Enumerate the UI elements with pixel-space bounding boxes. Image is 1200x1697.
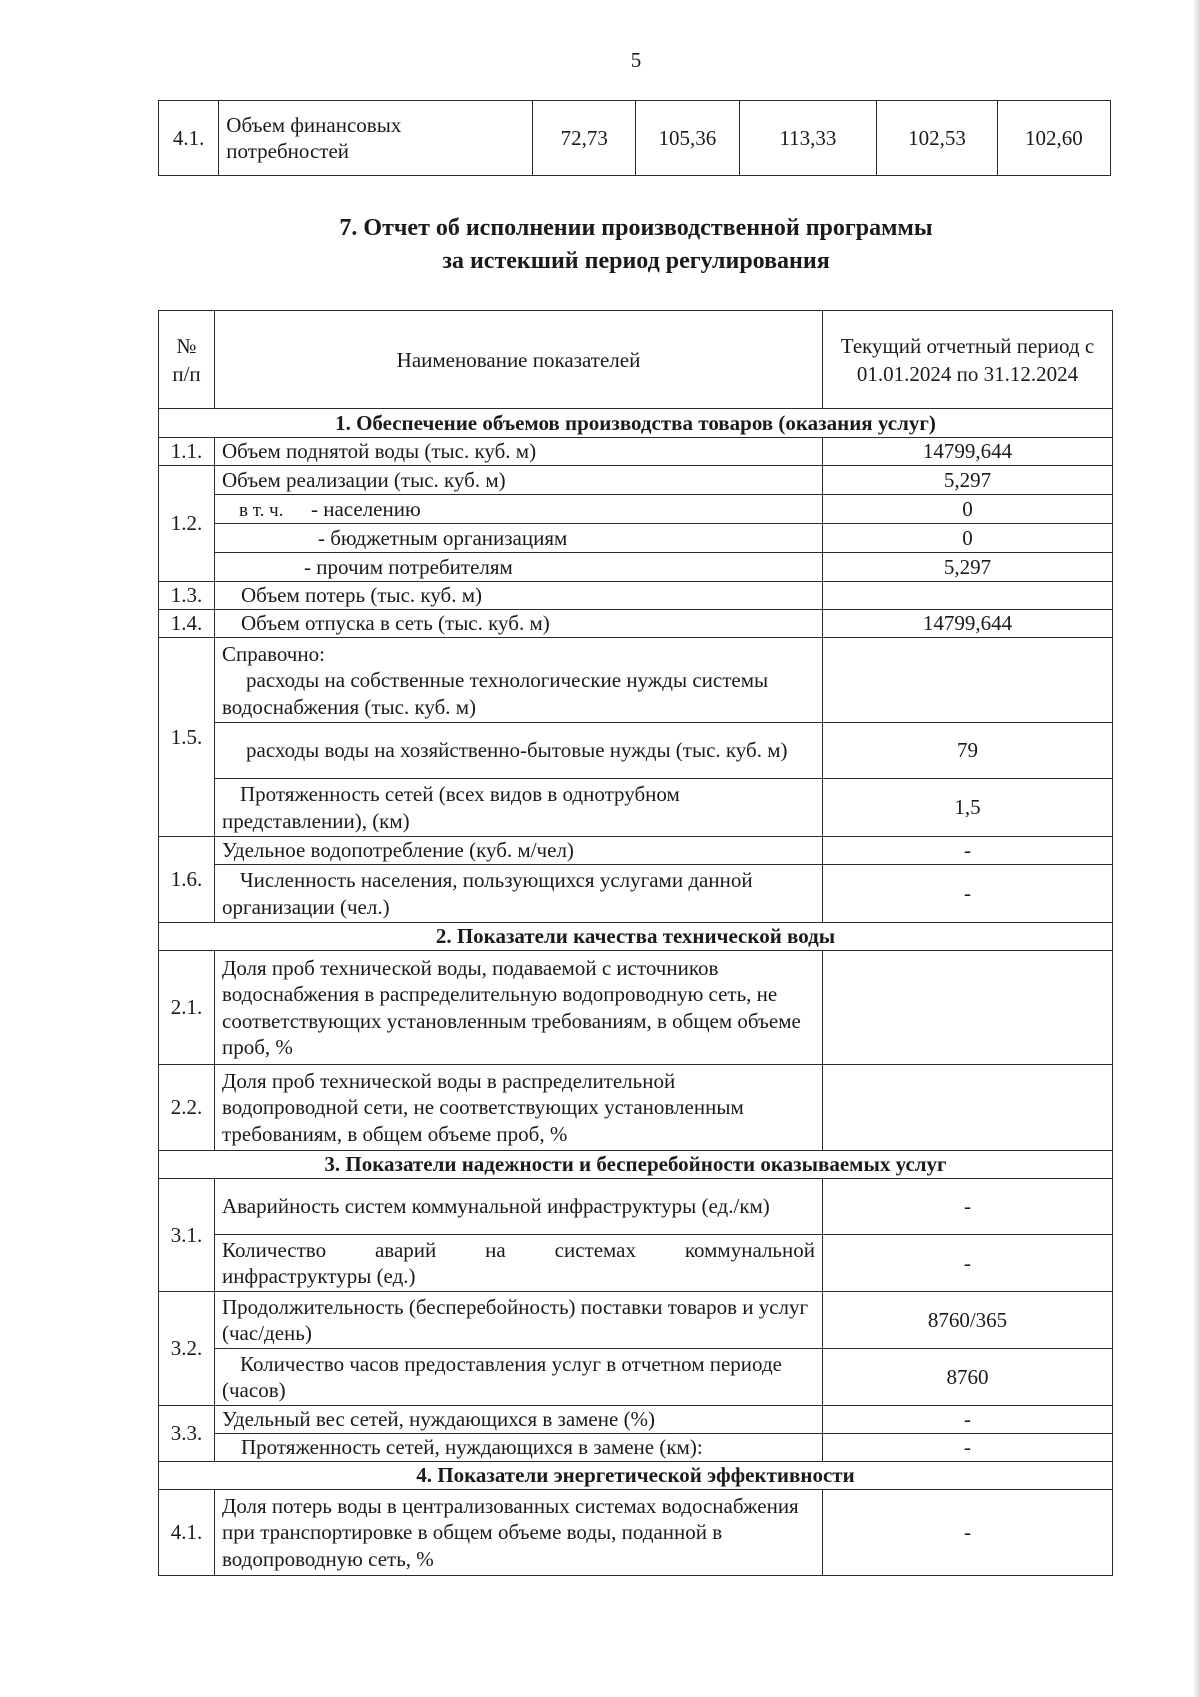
table-row [159,1065,1113,1151]
value-cell: - [823,1434,1113,1462]
table-row [159,837,1113,865]
indicator-name: Объем отпуска в сеть (тыс. куб. м) [215,610,823,638]
value-cell: - [823,837,1113,865]
indicator-line: Количество аварий на системах коммунальной [222,1237,815,1262]
value-cell: 105,36 [636,101,740,176]
value-cell: 72,73 [533,101,636,176]
indicator-name: Доля проб технической воды в распределительной водопроводной сети, не соответствующих установленным требованиям, в общем объеме проб, % [215,1065,823,1151]
value-cell: 14799,644 [823,438,1113,466]
indicator-name: Протяженность сетей (всех видов в однотрубном представлении), (км) [215,779,823,837]
row-number: 3.2. [159,1292,215,1406]
indicator-name: Численность населения, пользующихся услугами данной организации (чел.) [215,865,823,923]
section-row [159,409,1113,438]
table-row [159,610,1113,638]
section-title-line: 7. Отчет об исполнении производственной программы [339,215,933,241]
value-cell: 8760/365 [823,1292,1113,1349]
indicator-name: Объем поднятой воды (тыс. куб. м) [215,438,823,466]
table-row [159,1406,1113,1434]
indicator-name: Удельный вес сетей, нуждающихся в замене (%) [215,1406,823,1434]
value-cell: 102,53 [877,101,998,176]
row-number: 1.5. [159,638,215,837]
section-title [0,212,1200,278]
row-number: 1.2. [159,466,215,582]
indicator-name: - бюджетным организациям [215,524,823,553]
table-row [159,779,1113,837]
section-heading: 4. Показатели энергетической эффективности [159,1462,1113,1490]
value-cell: - [823,1406,1113,1434]
section-heading: 1. Обеспечение объемов производства товаров (оказания услуг) [159,409,1113,438]
indicator-name: Продолжительность (бесперебойность) поставки товаров и услуг (час/день) [215,1292,823,1349]
header-name: Наименование показателей [215,311,823,409]
section-heading: 3. Показатели надежности и бесперебойности оказываемых услуг [159,1151,1113,1179]
table-row [159,582,1113,610]
table-row [159,466,1113,495]
subitem-label: - населению [311,496,421,521]
section-row [159,923,1113,951]
value-cell: 113,33 [739,101,877,176]
row-number: 1.6. [159,837,215,923]
reference-label: Справочно: [222,642,325,666]
header-num: № п/п [159,311,215,409]
table-row [159,1434,1113,1462]
value-cell [823,951,1113,1065]
value-cell: 5,297 [823,466,1113,495]
row-number: 3.1. [159,1179,215,1292]
value-cell: 0 [823,524,1113,553]
table-row [159,1179,1113,1235]
value-cell: - [823,1235,1113,1292]
value-cell: - [823,1179,1113,1235]
section-row [159,1462,1113,1490]
indicator-name: Протяженность сетей, нуждающихся в замене (км): [215,1434,823,1462]
row-number: 4.1. [159,101,219,176]
value-cell: 1,5 [823,779,1113,837]
indicator-name: Объем потерь (тыс. куб. м) [215,582,823,610]
table-row [159,524,1113,553]
row-number: 2.2. [159,1065,215,1151]
row-number: 2.1. [159,951,215,1065]
page-number: 5 [630,48,642,72]
indicator-name: Доля потерь воды в централизованных системах водоснабжения при транспортировке в общем объеме воды, поданной в водопроводную сеть, % [215,1490,823,1576]
table-header-row [159,311,1113,409]
value-cell: 5,297 [823,553,1113,582]
value-cell: 8760 [823,1349,1113,1406]
table-row [159,723,1113,779]
value-cell [823,638,1113,723]
row-number: 1.3. [159,582,215,610]
indicator-name [215,638,823,723]
header-period: Текущий отчетный период с 01.01.2024 по 31.12.2024 [823,311,1113,409]
table-row [159,1292,1113,1349]
indicator-name: Удельное водопотребление (куб. м/чел) [215,837,823,865]
table-row [159,951,1113,1065]
row-number: 1.4. [159,610,215,638]
indicator-name: Объем реализации (тыс. куб. м) [215,466,823,495]
indicator-name: - прочим потребителям [215,553,823,582]
table-row [159,553,1113,582]
production-program-table [158,310,1113,1576]
table-row [159,1349,1113,1406]
indicator-line: инфраструктуры (ед.) [222,1264,416,1288]
indicator-name: Аварийность систем коммунальной инфраструктуры (ед./км) [215,1179,823,1235]
row-number: 4.1. [159,1490,215,1576]
table-row [159,1235,1113,1292]
table-row [159,1490,1113,1576]
value-cell: 79 [823,723,1113,779]
indicator-name: Объем финансовых потребностей [219,101,533,176]
value-cell: 14799,644 [823,610,1113,638]
value-cell: - [823,1490,1113,1576]
table-row [159,438,1113,466]
financial-needs-table [158,100,1111,176]
value-cell: 102,60 [997,101,1110,176]
value-cell [823,1065,1113,1151]
subitem-prefix: в т. ч. [239,499,284,521]
reference-item: расходы на собственные технологические нужды системы водоснабжения (тыс. куб. м) [222,668,769,719]
indicator-name: Количество часов предоставления услуг в отчетном периоде (часов) [215,1349,823,1406]
table-row [159,101,1111,176]
section-heading: 2. Показатели качества технической воды [159,923,1113,951]
row-number: 3.3. [159,1406,215,1462]
row-number: 1.1. [159,438,215,466]
value-cell: 0 [823,495,1113,524]
indicator-name [215,1235,823,1292]
indicator-name: Доля проб технической воды, подаваемой с источников водоснабжения в распределительную водопроводную сеть, не соответствующих установленным требованиям, в общем объеме проб, % [215,951,823,1065]
table-row [159,638,1113,723]
section-row [159,1151,1113,1179]
table-row [159,495,1113,524]
value-cell: - [823,865,1113,923]
indicator-name: расходы воды на хозяйственно-бытовые нужды (тыс. куб. м) [215,723,823,779]
value-cell [823,582,1113,610]
indicator-name [215,495,823,524]
section-title-line: за истекший период регулирования [442,248,830,274]
table-row [159,865,1113,923]
